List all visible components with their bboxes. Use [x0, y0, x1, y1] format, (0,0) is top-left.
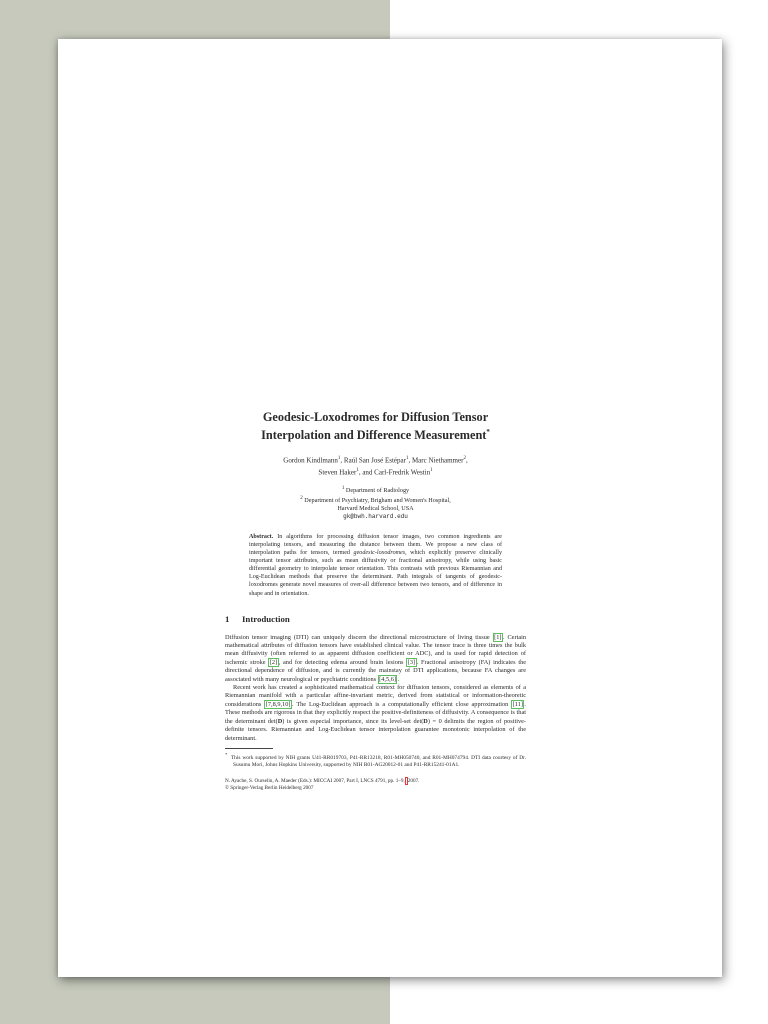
math-symbol: D	[277, 717, 283, 725]
affiliations	[225, 485, 526, 521]
publication-line-2: © Springer-Verlag Berlin Heidelberg 2007	[225, 784, 314, 791]
paragraph-text: Diffusion tensor imaging (DTI) can uniquely discern the directional microstructure of living tissue	[225, 633, 490, 641]
institution: Harvard Medical School, USA	[337, 504, 414, 512]
affiliation-1: Department of Radiology	[345, 486, 410, 494]
citation-link[interactable]: [1]	[494, 633, 502, 641]
paragraph-text: , and for detecting edema around brain lesions	[278, 658, 404, 666]
affil-mark: 1	[341, 485, 345, 491]
author-email: gk@bwh.harvard.edu	[343, 512, 408, 520]
author-affil-mark: 2	[463, 456, 466, 462]
author-name: and Carl-Fredrik Westin	[362, 468, 431, 477]
author-affil-mark: 1	[337, 456, 341, 462]
abstract-label: Abstract.	[249, 533, 274, 540]
author-list: Gordon Kindlmann$^1$, Raúl San José Estépar$^1$, Marc Niethammer$^2$, Steven Haker$^1$, and Carl-Fredrik Westin$^1$	[283, 456, 468, 477]
author-name: Raúl San José Estépar	[343, 456, 406, 465]
paragraph-text: ) = 0 delimits the region of positive-definite tensors. Riemannian and Log-Euclidean tensor interpolation guarantee monotonic interpolation of the determinant.	[225, 717, 526, 742]
publication-line-1-end: 2007.	[407, 778, 420, 785]
abstract-text: In algorithms for processing diffusion tensor images, two common ingredients are interpolating tensors, and measuring the distance between them. We propose a new class of interpolation paths for tensors, termed	[249, 533, 502, 557]
introduction-body	[225, 634, 526, 743]
paragraph-text: Recent work has created a sophisticated mathematical context for diffusion tensors, considered as elements of a Riemannian manifold with a particular affine-invariant metric, derived from statistical or information-theoretic considerations	[225, 684, 526, 708]
paragraph-text: . These methods are rigorous in that they explicitly respect the positive-definiteness of diffusivity. A consequence is that the determinant det(	[225, 700, 526, 725]
author-affil-mark: 1	[430, 467, 433, 473]
pdf-page	[58, 39, 722, 977]
affil-mark: 2	[300, 495, 303, 501]
citation-link[interactable]: [3]	[407, 658, 416, 666]
section-number: 1	[225, 613, 230, 624]
paragraph-text: ) is given especial importance, since its level-set det(	[282, 717, 424, 725]
footnote-text: This work supported by NIH grants U41-RR019703, P41-RR13218, R01-MH050740, and R01-MH074794. DTI data courtesy of Dr. Susumu Mori, Johns Hopkins University, supported by NIH R01-AG20012-01 and P41-RR15241-01A1.	[230, 754, 526, 768]
publication-info	[225, 778, 526, 792]
title-line-2: Interpolation and Difference Measurement	[261, 428, 487, 443]
citation-link[interactable]: [2]	[269, 658, 278, 666]
footnote	[225, 751, 526, 769]
author-name: Steven Haker	[318, 468, 357, 477]
citation-link[interactable]: [7,8,9,10]	[265, 700, 291, 708]
section-title: Introduction	[242, 613, 290, 624]
footnote-mark: *	[225, 751, 228, 757]
author-affil-mark: 1	[405, 456, 409, 462]
paragraph-text: . Certain mathematical attributes of diffusion tensors have established clinical value. The tensor trace is three times the bulk mean diffusivity (often referred to as apparent diffusion coefficient or ADC), and is used for rapid detection of ischemic stroke	[225, 633, 527, 666]
section-heading	[225, 614, 526, 625]
paragraph-text: . Fractional anisotropy (FA) indicates the directional dependence of diffusion, and is currently the mainstay of DTI applications, because FA changes are associated with many neurological or psychiatric conditions	[225, 658, 527, 683]
abstract-text: , which explicitly preserve clinically important tensor attributes, such as mean diffusivity or fractional anisotropy, while using basic differential geometry to interpolate tensor orientation. This contrasts with previous Riemannian and Log-Euclidean methods that preserve the determinant. Path integrals of tangents of geodesic-loxodromes generate novel measures of over-all difference between two tensors, and of difference in shape and in orientation.	[249, 550, 502, 597]
paragraph-text: . The Log-Euclidean approach is a computationally efficient close approximation	[291, 700, 509, 708]
publication-line-1: N. Ayache, S. Ourselin, A. Maeder (Eds.): MICCAI 2007, Part I, LNCS 4791, pp. 1–9,	[225, 778, 405, 785]
author-name: Gordon Kindlmann	[283, 456, 338, 465]
author-affil-mark: 1	[356, 467, 359, 473]
paragraph-text: .	[397, 675, 400, 683]
paragraph	[225, 634, 526, 684]
abstract-term: geodesic-loxodromes	[353, 550, 406, 557]
paper-title	[225, 410, 526, 443]
abstract	[249, 533, 502, 598]
footnote-rule	[225, 748, 273, 749]
page-content	[225, 410, 526, 792]
title-footnote-mark: *	[486, 428, 490, 436]
title-line-1: Geodesic-Loxodromes for Diffusion Tensor	[262, 410, 489, 424]
citation-link[interactable]: [11]	[512, 700, 523, 708]
paragraph	[225, 684, 526, 743]
citation-link[interactable]: [4,5,6]	[379, 675, 396, 683]
affiliation-2: Department of Psychiatry, Brigham and Women's Hospital,	[304, 496, 451, 504]
author-name: Marc Niethammer	[411, 456, 464, 465]
math-symbol: D	[423, 717, 428, 725]
